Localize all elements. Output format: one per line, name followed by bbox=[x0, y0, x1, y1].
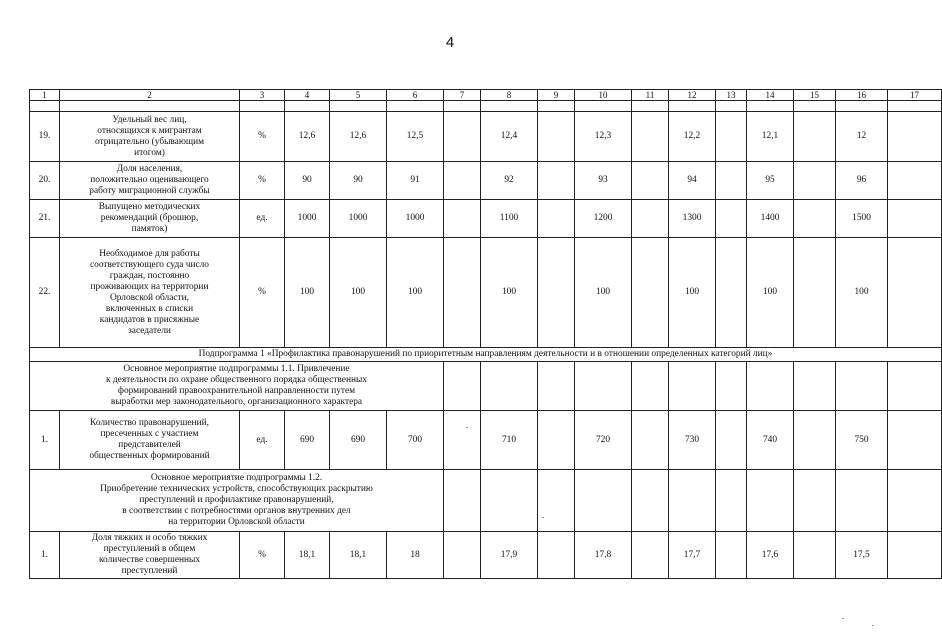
value-cell: 12 bbox=[836, 112, 888, 162]
row-number: 1. bbox=[30, 411, 60, 470]
value-cell: 18,1 bbox=[285, 532, 330, 579]
value-cell bbox=[632, 532, 669, 579]
scan-speck bbox=[466, 427, 468, 428]
value-cell: 12,5 bbox=[387, 112, 444, 162]
table-row bbox=[30, 112, 942, 162]
value-cell: 17,8 bbox=[575, 532, 632, 579]
value-cell bbox=[444, 200, 481, 238]
value-cell bbox=[794, 238, 836, 348]
unit-cell: % bbox=[240, 112, 285, 162]
column-header: 14 bbox=[747, 90, 794, 101]
unit-cell: ед. bbox=[240, 411, 285, 470]
value-cell: 100 bbox=[285, 238, 330, 348]
empty-cell bbox=[747, 362, 794, 411]
column-header: 9 bbox=[538, 90, 575, 101]
table-row bbox=[30, 238, 942, 348]
value-cell bbox=[888, 532, 942, 579]
indicators-table bbox=[29, 89, 942, 579]
value-cell bbox=[794, 162, 836, 200]
value-cell: 12,6 bbox=[285, 112, 330, 162]
value-cell bbox=[716, 200, 747, 238]
empty-cell bbox=[481, 362, 538, 411]
value-cell bbox=[632, 112, 669, 162]
value-cell: 1500 bbox=[836, 200, 888, 238]
indicator-name: Удельный вес лиц, относящихся к мигрантам отрицательно (убывающим итогом) bbox=[60, 112, 240, 162]
empty-cell bbox=[669, 470, 716, 532]
value-cell: 12,4 bbox=[481, 112, 538, 162]
value-cell bbox=[444, 112, 481, 162]
value-cell bbox=[888, 411, 942, 470]
indicator-name: Доля тяжких и особо тяжких преступлений в общем количестве совершенных преступлений bbox=[60, 532, 240, 579]
value-cell: 18 bbox=[387, 532, 444, 579]
empty-cell bbox=[444, 362, 481, 411]
spacer-row bbox=[30, 101, 942, 112]
empty-cell bbox=[575, 362, 632, 411]
value-cell: 700 bbox=[387, 411, 444, 470]
column-header: 1 bbox=[30, 90, 60, 101]
table-row bbox=[30, 200, 942, 238]
value-cell bbox=[716, 162, 747, 200]
value-cell bbox=[716, 112, 747, 162]
value-cell bbox=[538, 112, 575, 162]
unit-cell: % bbox=[240, 162, 285, 200]
column-header: 6 bbox=[387, 90, 444, 101]
empty-cell bbox=[632, 470, 669, 532]
column-header: 16 bbox=[836, 90, 888, 101]
value-cell bbox=[794, 200, 836, 238]
value-cell: 100 bbox=[575, 238, 632, 348]
value-cell: 100 bbox=[481, 238, 538, 348]
value-cell bbox=[444, 162, 481, 200]
value-cell bbox=[716, 238, 747, 348]
value-cell: 12,1 bbox=[747, 112, 794, 162]
column-header: 11 bbox=[632, 90, 669, 101]
column-header: 2 bbox=[60, 90, 240, 101]
empty-cell bbox=[669, 362, 716, 411]
indicator-name: Количество правонарушений, пресеченных с участием представителей общественных формирований bbox=[60, 411, 240, 470]
indicator-name: Необходимое для работы соответствующего суда число граждан, постоянно проживающих на территории Орловской области, включенных в списки кандидатов в присяжные заседатели bbox=[60, 238, 240, 348]
empty-cell bbox=[836, 362, 888, 411]
value-cell: 1400 bbox=[747, 200, 794, 238]
measure-title: Основное мероприятие подпрограммы 1.1. Привлечение к деятельности по охране общественного порядка общественных формирований правоохранительной направленности путем выработки мер законодательного, организационного характера bbox=[30, 362, 444, 411]
column-header: 17 bbox=[888, 90, 942, 101]
value-cell bbox=[538, 200, 575, 238]
column-header: 10 bbox=[575, 90, 632, 101]
value-cell: 1100 bbox=[481, 200, 538, 238]
unit-cell: % bbox=[240, 532, 285, 579]
table-row bbox=[30, 532, 942, 579]
value-cell: 100 bbox=[836, 238, 888, 348]
measure-title: Основное мероприятие подпрограммы 1.2. Приобретение технических устройств, способствующих раскрытию преступлений и профилактике правонарушений, в соответствии с потребностями органов внутренних дел на территории Орловской области bbox=[30, 470, 444, 532]
row-number: 22. bbox=[30, 238, 60, 348]
scan-speck bbox=[872, 625, 874, 626]
column-header: 3 bbox=[240, 90, 285, 101]
empty-cell bbox=[888, 470, 942, 532]
indicator-name: Доля населения, положительно оценивающего работу миграционной службы bbox=[60, 162, 240, 200]
value-cell: 100 bbox=[387, 238, 444, 348]
table-row bbox=[30, 411, 942, 470]
value-cell bbox=[716, 532, 747, 579]
value-cell bbox=[888, 238, 942, 348]
column-header: 8 bbox=[481, 90, 538, 101]
value-cell: 17,6 bbox=[747, 532, 794, 579]
empty-cell bbox=[632, 362, 669, 411]
column-header: 4 bbox=[285, 90, 330, 101]
empty-cell bbox=[444, 470, 481, 532]
value-cell bbox=[444, 532, 481, 579]
value-cell: 94 bbox=[669, 162, 716, 200]
column-header: 12 bbox=[669, 90, 716, 101]
column-header: 15 bbox=[794, 90, 836, 101]
value-cell bbox=[794, 532, 836, 579]
value-cell: 17,7 bbox=[669, 532, 716, 579]
value-cell bbox=[632, 411, 669, 470]
value-cell bbox=[444, 238, 481, 348]
subprogram-row bbox=[30, 348, 942, 362]
unit-cell: ед. bbox=[240, 200, 285, 238]
value-cell: 92 bbox=[481, 162, 538, 200]
value-cell: 95 bbox=[747, 162, 794, 200]
empty-cell bbox=[716, 470, 747, 532]
value-cell: 12,2 bbox=[669, 112, 716, 162]
value-cell bbox=[632, 238, 669, 348]
value-cell bbox=[888, 162, 942, 200]
unit-cell: % bbox=[240, 238, 285, 348]
value-cell: 750 bbox=[836, 411, 888, 470]
value-cell: 690 bbox=[330, 411, 387, 470]
value-cell: 100 bbox=[747, 238, 794, 348]
value-cell: 100 bbox=[330, 238, 387, 348]
column-header: 5 bbox=[330, 90, 387, 101]
indicator-name: Выпущено методических рекомендаций (брошюр, памяток) bbox=[60, 200, 240, 238]
empty-cell bbox=[794, 470, 836, 532]
value-cell: 740 bbox=[747, 411, 794, 470]
column-header: 13 bbox=[716, 90, 747, 101]
value-cell: 730 bbox=[669, 411, 716, 470]
scan-speck bbox=[842, 618, 844, 619]
value-cell bbox=[888, 200, 942, 238]
row-number: 19. bbox=[30, 112, 60, 162]
empty-cell bbox=[836, 470, 888, 532]
empty-cell bbox=[538, 470, 575, 532]
value-cell: 1300 bbox=[669, 200, 716, 238]
value-cell bbox=[632, 162, 669, 200]
value-cell bbox=[888, 112, 942, 162]
row-number: 1. bbox=[30, 532, 60, 579]
value-cell: 1200 bbox=[575, 200, 632, 238]
value-cell bbox=[794, 112, 836, 162]
table-row bbox=[30, 162, 942, 200]
value-cell bbox=[794, 411, 836, 470]
empty-cell bbox=[794, 362, 836, 411]
value-cell: 710 bbox=[481, 411, 538, 470]
value-cell bbox=[538, 238, 575, 348]
value-cell: 90 bbox=[330, 162, 387, 200]
value-cell: 1000 bbox=[330, 200, 387, 238]
empty-cell bbox=[888, 362, 942, 411]
value-cell: 100 bbox=[669, 238, 716, 348]
value-cell bbox=[444, 411, 481, 470]
empty-cell bbox=[538, 362, 575, 411]
value-cell: 17,5 bbox=[836, 532, 888, 579]
value-cell: 1000 bbox=[285, 200, 330, 238]
value-cell: 93 bbox=[575, 162, 632, 200]
value-cell bbox=[716, 411, 747, 470]
empty-cell bbox=[575, 470, 632, 532]
value-cell: 12,3 bbox=[575, 112, 632, 162]
value-cell bbox=[538, 162, 575, 200]
row-number: 21. bbox=[30, 200, 60, 238]
value-cell bbox=[632, 200, 669, 238]
value-cell: 12,6 bbox=[330, 112, 387, 162]
value-cell: 96 bbox=[836, 162, 888, 200]
value-cell: 720 bbox=[575, 411, 632, 470]
empty-cell bbox=[481, 470, 538, 532]
empty-cell bbox=[747, 470, 794, 532]
value-cell: 91 bbox=[387, 162, 444, 200]
value-cell bbox=[538, 411, 575, 470]
measure-row bbox=[30, 470, 942, 532]
column-header: 7 bbox=[444, 90, 481, 101]
value-cell: 690 bbox=[285, 411, 330, 470]
column-number-row bbox=[30, 90, 942, 101]
value-cell: 17,9 bbox=[481, 532, 538, 579]
value-cell: 90 bbox=[285, 162, 330, 200]
scan-speck bbox=[542, 517, 544, 518]
value-cell: 1000 bbox=[387, 200, 444, 238]
measure-row bbox=[30, 362, 942, 411]
subprogram-title: Подпрограмма 1 «Профилактика правонарушений по приоритетным направлениям деятельности и в отношении определенных категорий лиц» bbox=[30, 348, 942, 362]
value-cell bbox=[538, 532, 575, 579]
empty-cell bbox=[716, 362, 747, 411]
row-number: 20. bbox=[30, 162, 60, 200]
page-number: 4 bbox=[445, 34, 455, 51]
value-cell: 18,1 bbox=[330, 532, 387, 579]
